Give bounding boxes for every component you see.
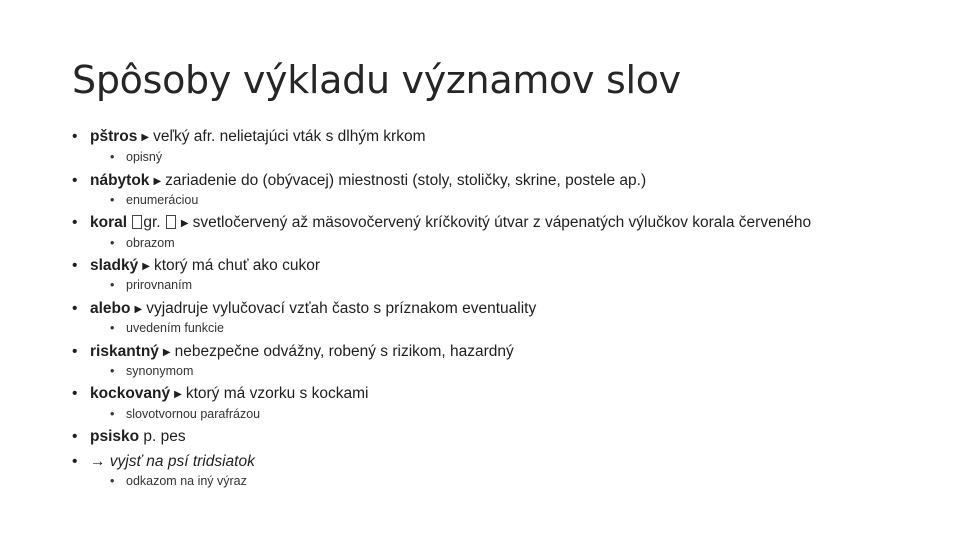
slide-title: Spôsoby výkladu významov slov: [72, 58, 681, 102]
list-item: [72, 383, 368, 407]
entry-definition: vyjadruje vylučovací vzťah často s príznakom eventuality: [146, 300, 537, 317]
list-item: [72, 426, 186, 448]
list-item: [72, 212, 811, 236]
entry-term: sladký: [90, 257, 139, 274]
triangle-arrow-icon: ▶: [153, 176, 162, 187]
entry-method: obrazom: [126, 236, 175, 250]
bullet-icon: •: [110, 321, 115, 335]
bullet-icon: •: [110, 150, 115, 164]
sub-list-item: [110, 319, 224, 337]
sub-list-item: [110, 472, 247, 490]
entry-method: slovotvornou parafrázou: [126, 407, 261, 421]
entry-term: riskantný: [90, 343, 159, 360]
entry-gloss: gr.: [143, 214, 161, 231]
entry-term: nábytok: [90, 172, 150, 189]
bullet-icon: •: [110, 236, 115, 250]
sub-list-item: [110, 276, 192, 294]
entry-term: alebo: [90, 300, 131, 317]
sub-list-item: [110, 405, 260, 423]
entry-term: kockovaný: [90, 385, 171, 402]
bullet-icon: •: [110, 474, 115, 488]
triangle-arrow-icon: ▶: [134, 304, 143, 315]
entry-term: psisko: [90, 428, 140, 445]
entry-method: opisný: [126, 150, 163, 164]
entry-method: uvedením funkcie: [126, 321, 224, 335]
sub-list-item: [110, 362, 193, 380]
bullet-icon: •: [72, 453, 78, 470]
bullet-icon: •: [72, 385, 78, 402]
entry-term: pštros: [90, 128, 138, 145]
triangle-arrow-icon: ▶: [174, 389, 182, 400]
bullet-icon: •: [72, 343, 78, 360]
missing-glyph-icon: [132, 215, 142, 229]
triangle-arrow-icon: ▶: [162, 347, 171, 358]
entry-definition: p. pes: [143, 428, 186, 445]
triangle-arrow-icon: ▶: [142, 261, 150, 272]
bullet-icon: •: [72, 257, 78, 274]
entry-term: koral: [90, 214, 128, 231]
missing-glyph-icon: [166, 215, 176, 229]
triangle-arrow-icon: ▶: [180, 218, 189, 229]
entry-reference: → vyjsť na psí tridsiatok: [90, 453, 255, 470]
entry-method: odkazom na iný výraz: [126, 474, 247, 488]
entry-definition: ktorý má vzorku s kockami: [185, 385, 369, 402]
bullet-icon: •: [110, 364, 115, 378]
bullet-icon: •: [110, 407, 115, 421]
entry-definition: ktorý má chuť ako cukor: [153, 257, 321, 274]
bullet-icon: •: [110, 278, 115, 292]
entry-definition: veľký afr. nelietajúci vták s dlhým krkom: [153, 128, 426, 145]
bullet-icon: •: [110, 193, 115, 207]
entry-definition: zariadenie do (obývacej) miestnosti (stoly, stoličky, skrine, postele ap.): [165, 172, 647, 189]
entry-method: enumeráciou: [126, 193, 199, 207]
bullet-icon: •: [72, 300, 78, 317]
entry-method: synonymom: [126, 364, 194, 378]
sub-list-item: [110, 191, 198, 209]
triangle-arrow-icon: ▶: [141, 132, 150, 143]
list-item: [72, 451, 255, 473]
bullet-icon: •: [72, 428, 78, 445]
bullet-icon: •: [72, 214, 78, 231]
bullet-icon: •: [72, 128, 78, 145]
sub-list-item: [110, 234, 175, 252]
list-item: [72, 126, 426, 150]
sub-list-item: [110, 148, 162, 166]
entry-definition: nebezpečne odvážny, robený s rizikom, hazardný: [174, 343, 514, 360]
entry-definition: svetločervený až mäsovočervený kríčkovitý útvar z vápenatých výlučkov korala červeného: [192, 214, 812, 231]
entry-method: prirovnaním: [126, 278, 192, 292]
bullet-icon: •: [72, 172, 78, 189]
